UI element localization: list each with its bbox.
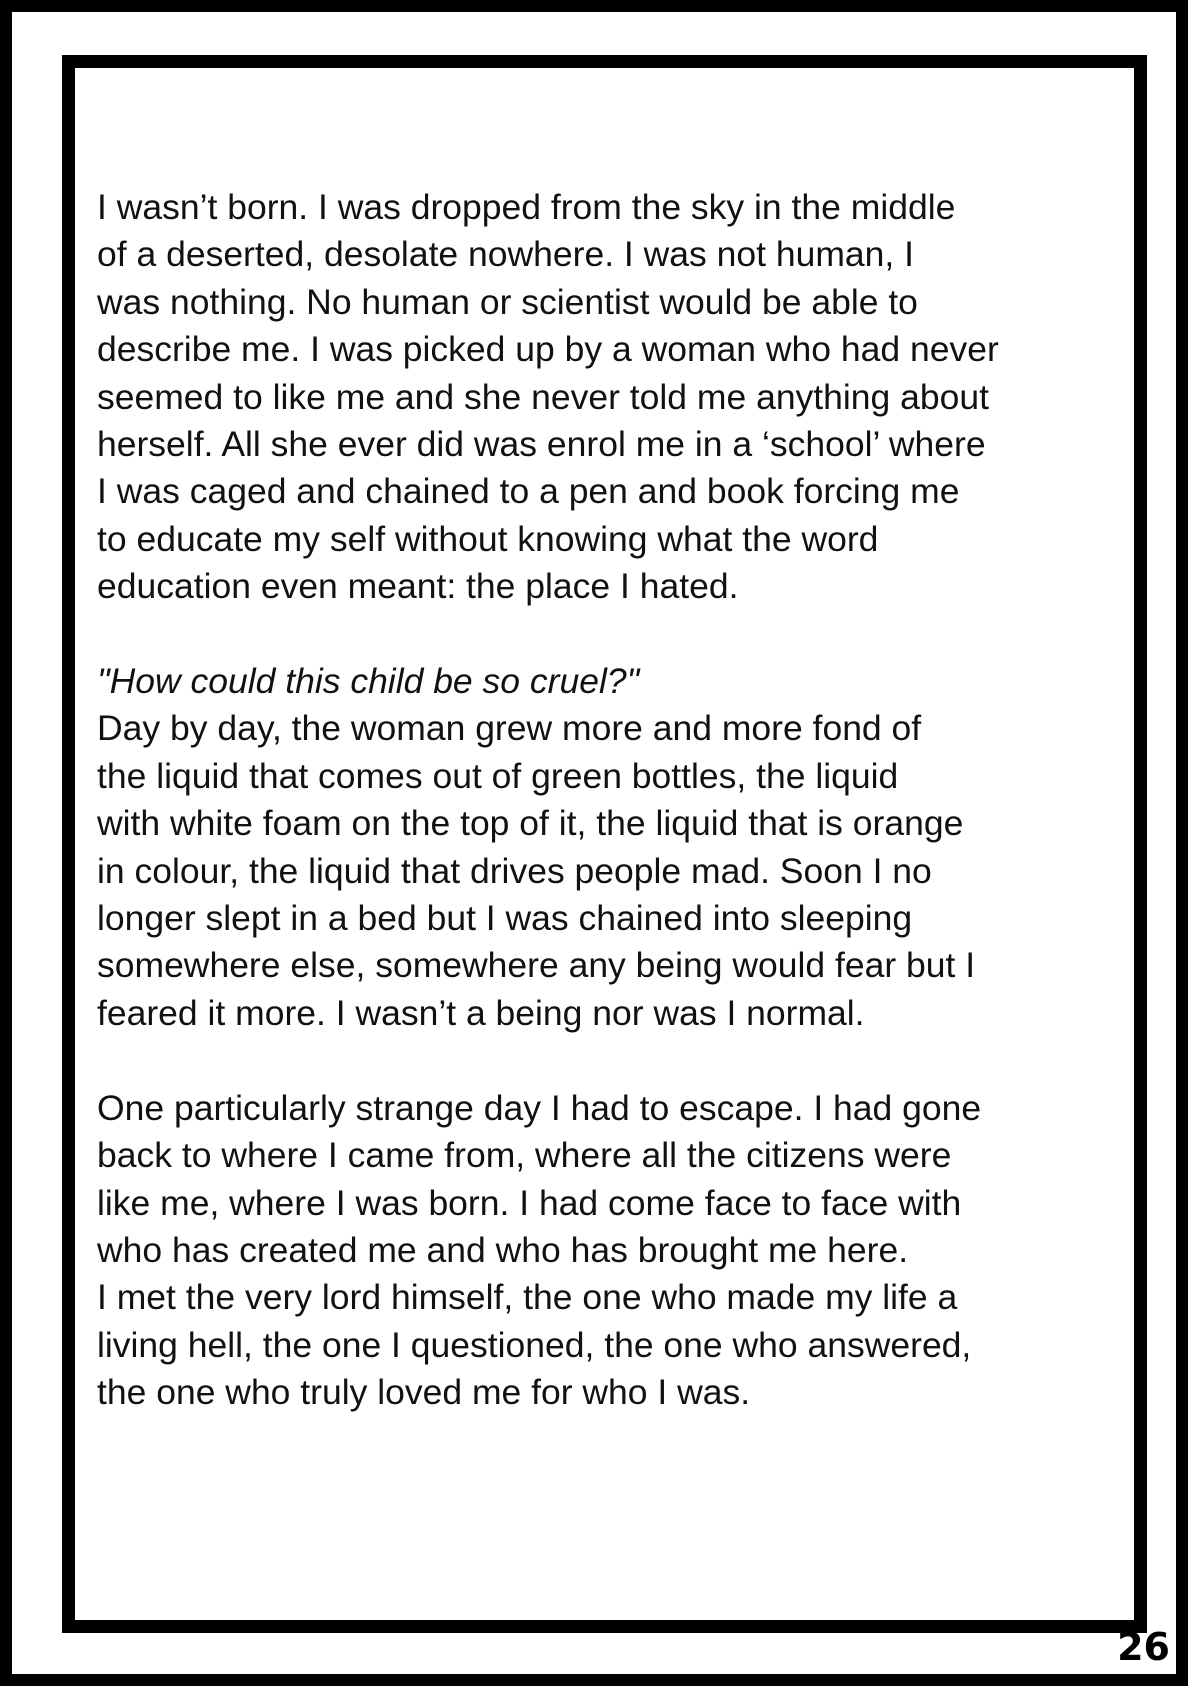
text-line: herself. All she ever did was enrol me in a ‘school’ where [97,424,986,465]
text-line: One particularly strange day I had to escape. I had gone [97,1087,982,1128]
text-line: the liquid that comes out of green bottles, the liquid [97,755,899,796]
text-line: in colour, the liquid that drives people mad. Soon I no [97,850,932,891]
text-line: of a deserted, desolate nowhere. I was not human, I [97,234,915,275]
text-line: I met the very lord himself, the one who made my life a [97,1277,958,1318]
text-line: who has created me and who has brought me here. [97,1229,909,1270]
text-line: longer slept in a bed but I was chained into sleeping [97,898,913,939]
text-line: living hell, the one I questioned, the one who answered, [97,1324,972,1365]
paragraph-gap [97,611,1077,658]
text-line: was nothing. No human or scientist would be able to [97,281,918,322]
page-number: 26 [1117,1625,1170,1669]
paragraph-3 [97,1085,1077,1417]
text-line: the one who truly loved me for who I was. [97,1372,751,1413]
text-line: somewhere else, somewhere any being would fear but I [97,945,976,986]
text-line: back to where I came from, where all the citizens were [97,1135,952,1176]
paragraph-2 [97,658,1077,1037]
italic-quote: "How could this child be so cruel?" [97,661,640,702]
text-line: education even meant: the place I hated. [97,566,739,607]
paragraph-gap [97,1037,1077,1084]
text-line: describe me. I was picked up by a woman who had never [97,329,999,370]
text-line: I wasn’t born. I was dropped from the sky in the middle [97,187,956,227]
text-line: feared it more. I wasn’t a being nor was I normal. [97,992,865,1033]
text-line: with white foam on the top of it, the liquid that is orange [97,803,964,844]
story-text [97,184,1077,1417]
text-line: Day by day, the woman grew more and more fond of [97,708,922,749]
text-line: like me, where I was born. I had come face to face with [97,1182,962,1223]
text-line: to educate my self without knowing what the word [97,518,879,559]
text-line: seemed to like me and she never told me anything about [97,376,989,417]
paragraph-1 [97,184,1077,611]
text-line: I was caged and chained to a pen and book forcing me [97,471,960,512]
